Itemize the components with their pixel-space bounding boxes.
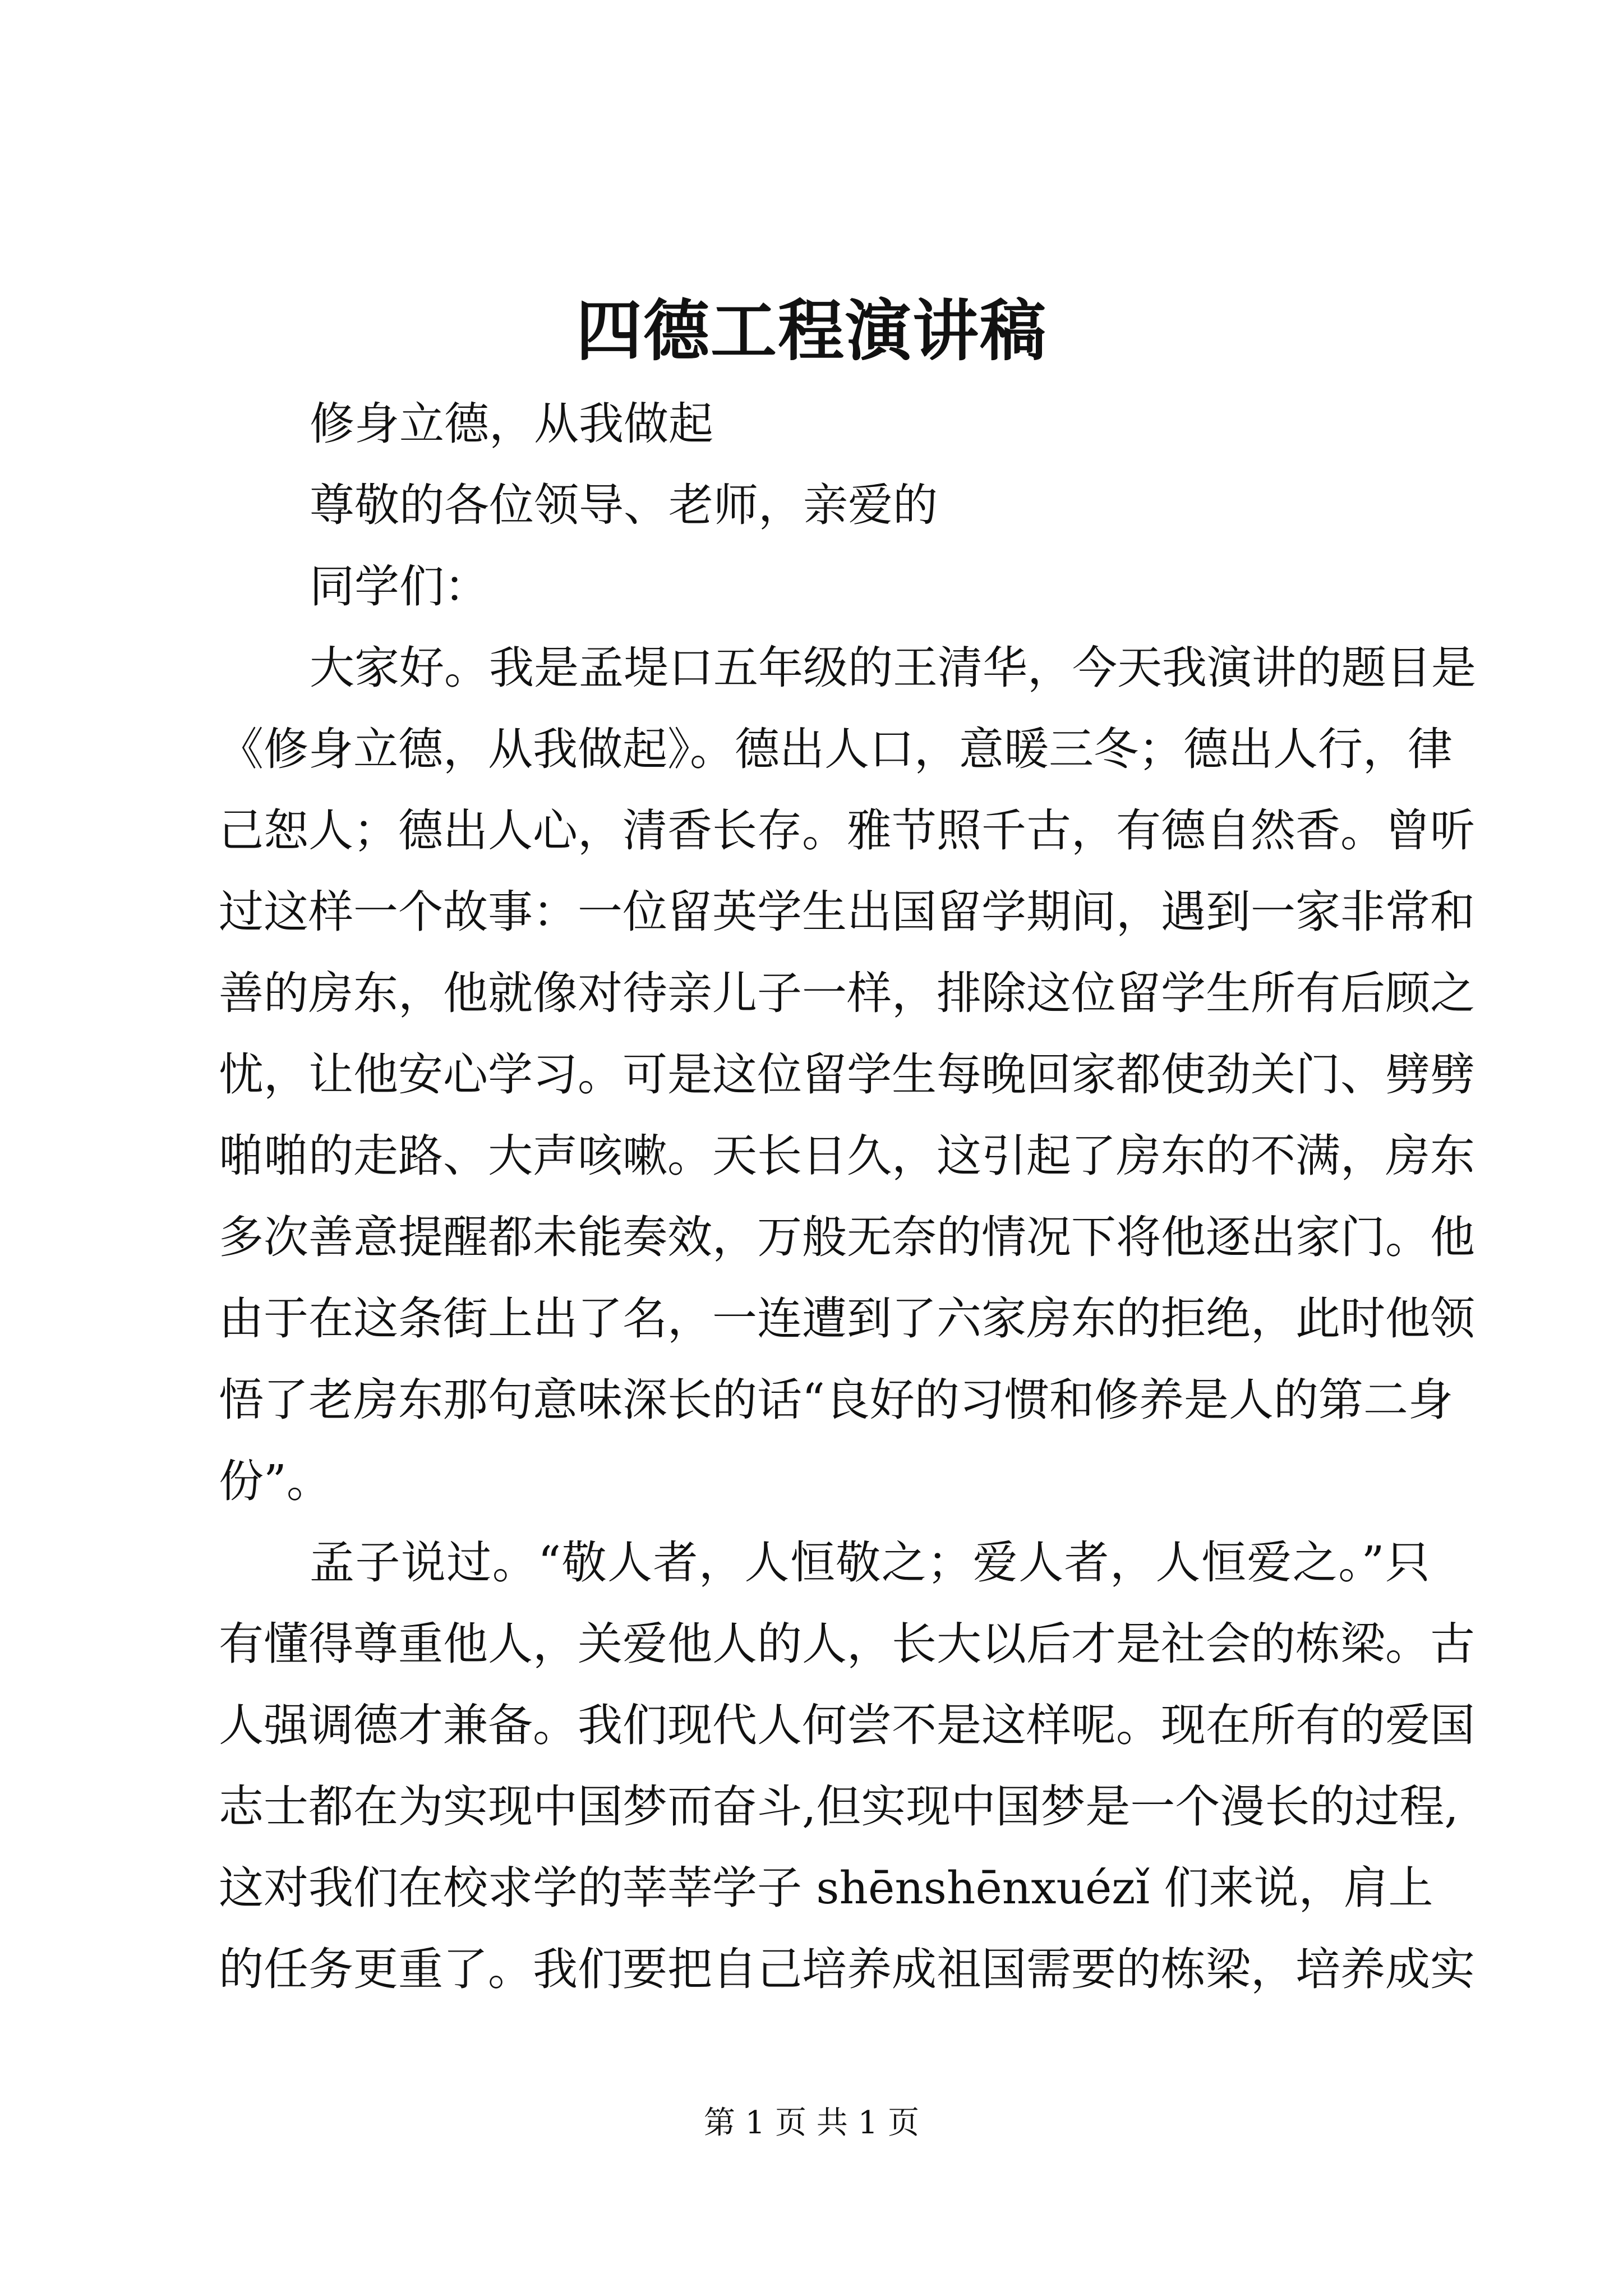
text-line: 啪啪的走路、大声咳嗽。天长日久，这引起了房东的不满，房东 [219, 1130, 1475, 1182]
text-line: 多次善意提醒都未能奏效，万般无奈的情况下将他逐出家门。他 [219, 1211, 1475, 1263]
text-line: 这对我们在校求学的莘莘学子 shēnshēnxuézǐ 们来说，肩上 [219, 1862, 1433, 1914]
document-title: 四德工程演讲稿 [575, 292, 1047, 370]
text-line: 忧，让他安心学习。可是这位留学生每晚回家都使劲关门、劈劈 [219, 1048, 1475, 1101]
text-line: 己恕人；德出人心，清香长存。雅节照千古，有德自然香。曾听 [219, 804, 1475, 857]
page-footer: 第 1 页 共 1 页 [703, 2105, 920, 2141]
text-line: 大家好。我是孟堤口五年级的王清华，今天我演讲的题目是 [310, 642, 1476, 694]
text-line-salutation-2: 同学们： [310, 560, 489, 613]
text-line: 有懂得尊重他人，关爱他人的人，长大以后才是社会的栋梁。古 [219, 1618, 1475, 1670]
text-line: 人强调德才兼备。我们现代人何尝不是这样呢。现在所有的爱国 [219, 1699, 1475, 1751]
text-line-subtitle: 修身立德，从我做起 [310, 398, 713, 450]
document-body [219, 383, 1476, 2010]
text-line-salutation-1: 尊敬的各位领导、老师，亲爱的 [310, 479, 938, 531]
text-line: 过这样一个故事：一位留英学生出国留学期间，遇到一家非常和 [219, 886, 1475, 938]
text-line: 《修身立德，从我做起》。德出人口，意暖三冬；德出人行，律 [219, 723, 1453, 775]
text-line: 由于在这条街上出了名，一连遭到了六家房东的拒绝，此时他领 [219, 1292, 1475, 1345]
text-line: 孟子说过。“敬人者，人恒敬之；爱人者，人恒爱之。”只 [310, 1536, 1430, 1589]
text-line: 份”。 [219, 1455, 331, 1507]
text-line: 的任务更重了。我们要把自己培养成祖国需要的栋梁，培养成实 [219, 1943, 1475, 1995]
text-line: 善的房东，他就像对待亲儿子一样，排除这位留学生所有后顾之 [219, 967, 1475, 1019]
text-line: 悟了老房东那句意味深长的话“良好的习惯和修养是人的第二身 [219, 1374, 1453, 1426]
text-line: 志士都在为实现中国梦而奋斗,但实现中国梦是一个漫长的过程, [219, 1780, 1459, 1833]
